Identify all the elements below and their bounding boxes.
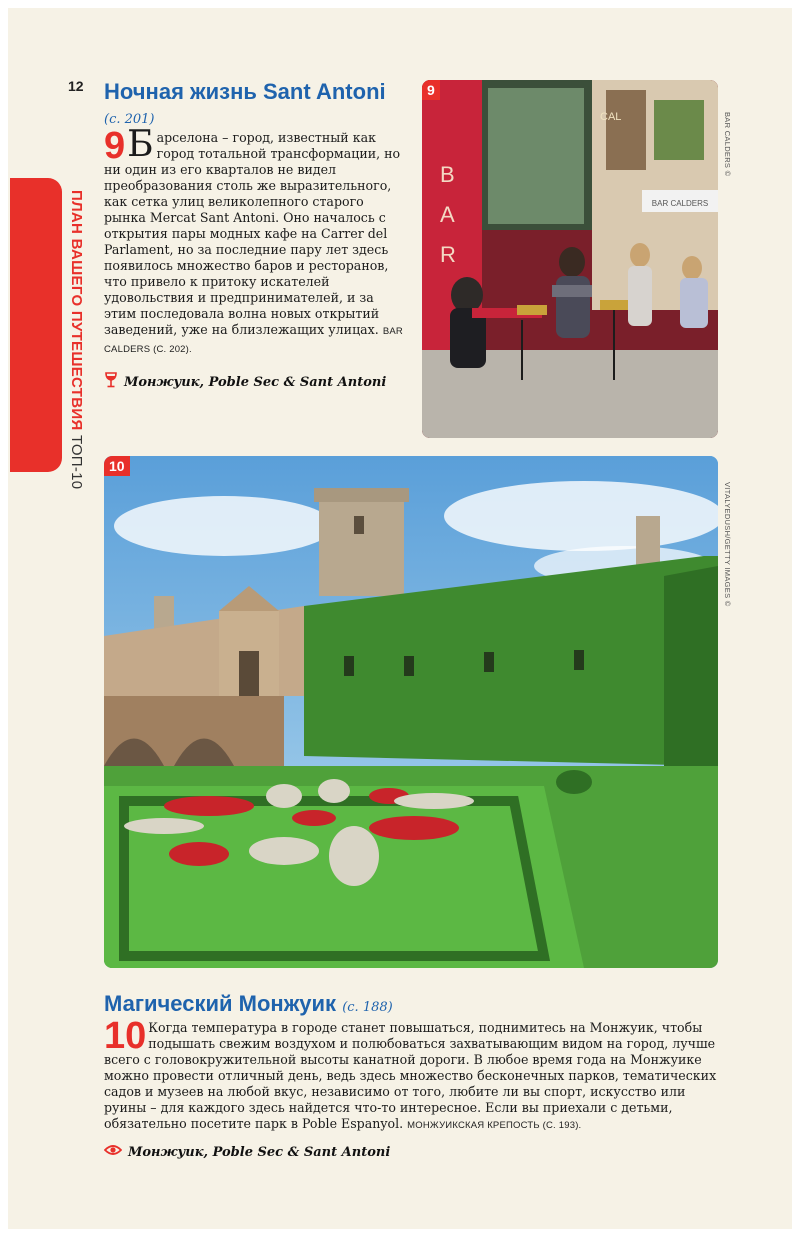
section10-heading [104,992,724,1020]
wine-glass-icon [104,372,118,392]
bar-sign: B [440,162,455,187]
montjuic-castle-photo [104,456,718,968]
section9-location-text: Монжуик, Poble Sec & Sant Antoni [124,374,387,390]
section10-credit: МОНЖУИКСКАЯ КРЕПОСТЬ (С. 193). [407,1120,582,1131]
section9-location [104,372,386,392]
window-sign: CAL [600,111,622,123]
side-tab-part2: ТОП-10 [68,435,85,490]
side-tab-label [64,190,88,500]
photo9-badge: 9 [422,80,440,100]
section9-text: арселона – город, известный как город тотальной трансформации, но ни один из его кварталов не видел преобразования столь же выразительного, как сетка улиц великолепного старого рынка Mercat Sant Antoni. Оно началось с открытия пары модных кафе на Carrer del Parlament, но за последние пару лет здесь появилось множество баров и ресторанов, что привело к притоку искателей удовольствия и предпринимателей, и за этим последовала волна новых открытий заведений, уже на близлежащих улицах. [104,130,401,337]
side-tab-part1: ПЛАН ВАШЕГО ПУТЕШЕСТВИЯ [68,190,85,431]
photo10-badge: 10 [104,456,130,476]
section10-body [104,1015,720,1134]
eye-icon [104,1144,122,1160]
svg-text:R: R [440,242,456,267]
section10-location-text: Монжуик, Poble Sec & Sant Antoni [128,1144,391,1160]
section9-credit: BAR CALDERS (С. 202). [104,326,403,355]
page-number: 12 [68,78,84,94]
section9-dropcap: Б [127,124,154,165]
section9-number: 9 [104,125,126,167]
side-tab [10,178,62,472]
bar-calders-photo [422,80,718,438]
section9-title: Ночная жизнь Sant Antoni [104,79,386,104]
photo9-credit: BAR CALDERS © [723,112,732,177]
section10-title: Магический Монжуик [104,991,337,1016]
section10-number: 10 [104,1015,147,1057]
svg-text:A: A [440,202,455,227]
section10-text: Когда температура в городе станет повышаться, поднимитесь на Монжуик, чтобы подышать свежим воздухом и полюбоваться захватывающим видом на город, лучше всего с головокружительной высоты канатной дороги. В любое время года на Монжуике можно провести отличный день, ведь здесь множество бесконечных парков, тематических садов и музеев на любой вкус, независимо от того, любите ли вы спорт, искусство или руины – для каждого здесь найдется что-то интересное. Если вы приехали с детьми, обязательно посетите парк в Poble Espanyol. [104,1020,717,1131]
section9-page-ref: (с. 201) [104,112,155,127]
section10-page-ref: (с. 188) [342,1000,393,1015]
section9-body [104,124,404,358]
section10-location [104,1144,390,1160]
photo10-credit: VITALYEDUSH/GETTY IMAGES © [723,482,732,607]
awning-sign: BAR CALDERS [651,199,709,208]
